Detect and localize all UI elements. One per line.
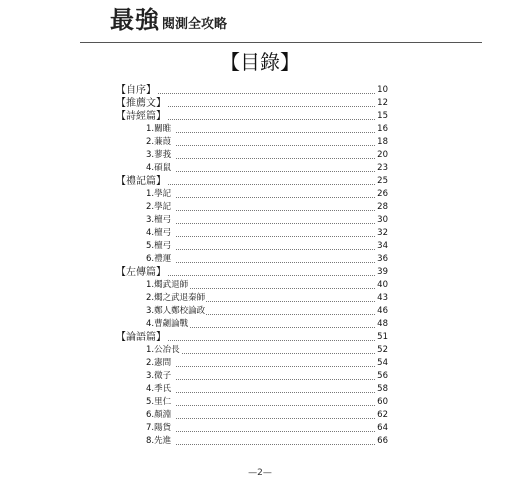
toc-item-row — [0, 279, 520, 292]
toc-page-number: 46 — [377, 306, 388, 316]
toc-page-number: 39 — [377, 267, 388, 277]
toc-item-label: 3.鄭人鄭校論政 — [146, 306, 206, 316]
toc-page-number: 62 — [377, 410, 388, 420]
dot-leader — [176, 366, 385, 367]
toc-section-label: 【論語篇】 — [116, 332, 166, 343]
toc-item-label: 6.禮運 — [146, 254, 172, 264]
toc-item-label: 4.曹劌論戰 — [146, 319, 189, 329]
dot-leader — [176, 132, 385, 133]
dot-leader — [176, 327, 385, 328]
toc-page-number: 28 — [377, 202, 388, 212]
toc-item-row — [0, 435, 520, 448]
dot-leader — [176, 379, 385, 380]
dot-leader — [158, 275, 385, 276]
dot-leader — [158, 106, 385, 107]
dot-leader — [176, 431, 385, 432]
toc-page-number: 32 — [377, 228, 388, 238]
toc-item-label: 8.先進 — [146, 436, 172, 446]
toc-page-number: 60 — [377, 397, 388, 407]
page-title: 【目錄】 — [220, 50, 300, 74]
toc-section-label: 【禮記篇】 — [116, 176, 166, 187]
dot-leader — [176, 418, 385, 419]
toc-page-number: 23 — [377, 163, 388, 173]
toc-section-label: 【詩經篇】 — [116, 111, 166, 122]
toc-item-label: 1.學記 — [146, 189, 172, 199]
dot-leader — [176, 249, 385, 250]
toc-item-label: 3.檀弓 — [146, 215, 172, 225]
toc-page-number: 52 — [377, 345, 388, 355]
toc-section-row — [0, 110, 520, 123]
toc-page-number: 48 — [377, 319, 388, 329]
toc-page-number: 54 — [377, 358, 388, 368]
dot-leader — [176, 197, 385, 198]
dot-leader — [176, 145, 385, 146]
toc-page-number: 20 — [377, 150, 388, 160]
toc-section-row — [0, 331, 520, 344]
toc-item-row — [0, 305, 520, 318]
toc-item-row — [0, 370, 520, 383]
toc-item-row — [0, 136, 520, 149]
dot-leader — [158, 93, 385, 94]
toc-item-row — [0, 422, 520, 435]
toc-item-row — [0, 188, 520, 201]
toc-page-number: 40 — [377, 280, 388, 290]
toc-item-label: 2.學記 — [146, 202, 172, 212]
toc-item-row — [0, 227, 520, 240]
dot-leader — [176, 171, 385, 172]
toc-item-label: 7.陽貨 — [146, 423, 172, 433]
toc-item-row — [0, 357, 520, 370]
toc-item-row — [0, 383, 520, 396]
dot-leader — [176, 288, 385, 289]
toc-item-label: 3.微子 — [146, 371, 172, 381]
dot-leader — [158, 119, 385, 120]
toc-section-label: 【推薦文】 — [116, 98, 166, 109]
dot-leader — [176, 301, 385, 302]
toc-page-number: 36 — [377, 254, 388, 264]
toc-page-number: 51 — [377, 332, 388, 342]
dot-leader — [176, 353, 385, 354]
toc-item-label: 4.碩鼠 — [146, 163, 172, 173]
toc-page-number: 30 — [377, 215, 388, 225]
toc-item-row — [0, 396, 520, 409]
logo-sub-text: 閱測全攻略 — [162, 17, 228, 32]
dot-leader — [176, 392, 385, 393]
toc-page-number: 66 — [377, 436, 388, 446]
toc-page-number: 43 — [377, 293, 388, 303]
toc-item-row — [0, 409, 520, 422]
toc-item-label: 1.公冶長 — [146, 345, 180, 355]
toc-page-number: 58 — [377, 384, 388, 394]
toc-page-number: 25 — [377, 176, 388, 186]
toc-page-number: 10 — [377, 85, 388, 95]
toc-item-row — [0, 292, 520, 305]
toc-item-label: 4.季氏 — [146, 384, 172, 394]
toc-section-row — [0, 84, 520, 97]
dot-leader — [176, 210, 385, 211]
toc-section-row — [0, 266, 520, 279]
dot-leader — [176, 223, 385, 224]
toc-item-label: 3.蓼莪 — [146, 150, 172, 160]
dot-leader — [176, 262, 385, 263]
toc-item-row — [0, 162, 520, 175]
toc-item-label: 6.顏淵 — [146, 410, 172, 420]
toc-page-number: 12 — [377, 98, 388, 108]
toc-page-number: 18 — [377, 137, 388, 147]
toc-page-number: 64 — [377, 423, 388, 433]
toc-item-row — [0, 201, 520, 214]
toc-section-row — [0, 97, 520, 110]
toc-item-row — [0, 149, 520, 162]
toc-item-row — [0, 240, 520, 253]
dot-leader — [176, 314, 385, 315]
toc-item-label: 4.檀弓 — [146, 228, 172, 238]
toc-item-label: 2.憲問 — [146, 358, 172, 368]
logo-main-text: 最強 — [110, 5, 160, 34]
toc-item-label: 2.蒹葭 — [146, 137, 172, 147]
toc-item-label: 2.燭之武退秦師 — [146, 293, 206, 303]
toc-item-label: 1.燭武退師 — [146, 280, 189, 290]
toc-item-row — [0, 318, 520, 331]
dot-leader — [158, 340, 385, 341]
toc-item-row — [0, 253, 520, 266]
toc-item-label: 5.檀弓 — [146, 241, 172, 251]
toc-page-number: 16 — [377, 124, 388, 134]
toc-item-label: 1.關睢 — [146, 124, 172, 134]
toc-item-row — [0, 123, 520, 136]
toc-item-label: 5.里仁 — [146, 397, 172, 407]
toc-section-label: 【左傳篇】 — [116, 267, 166, 278]
toc-page-number: 34 — [377, 241, 388, 251]
dot-leader — [176, 405, 385, 406]
toc-section-label: 【自序】 — [116, 85, 156, 96]
toc-item-row — [0, 214, 520, 227]
toc-item-row — [0, 344, 520, 357]
dot-leader — [176, 236, 385, 237]
dot-leader — [176, 158, 385, 159]
dot-leader — [176, 444, 385, 445]
toc-section-row — [0, 175, 520, 188]
page-number: —2— — [248, 468, 272, 478]
toc-page-number: 26 — [377, 189, 388, 199]
toc-page-number: 56 — [377, 371, 388, 381]
toc-page-number: 15 — [377, 111, 388, 121]
dot-leader — [158, 184, 385, 185]
